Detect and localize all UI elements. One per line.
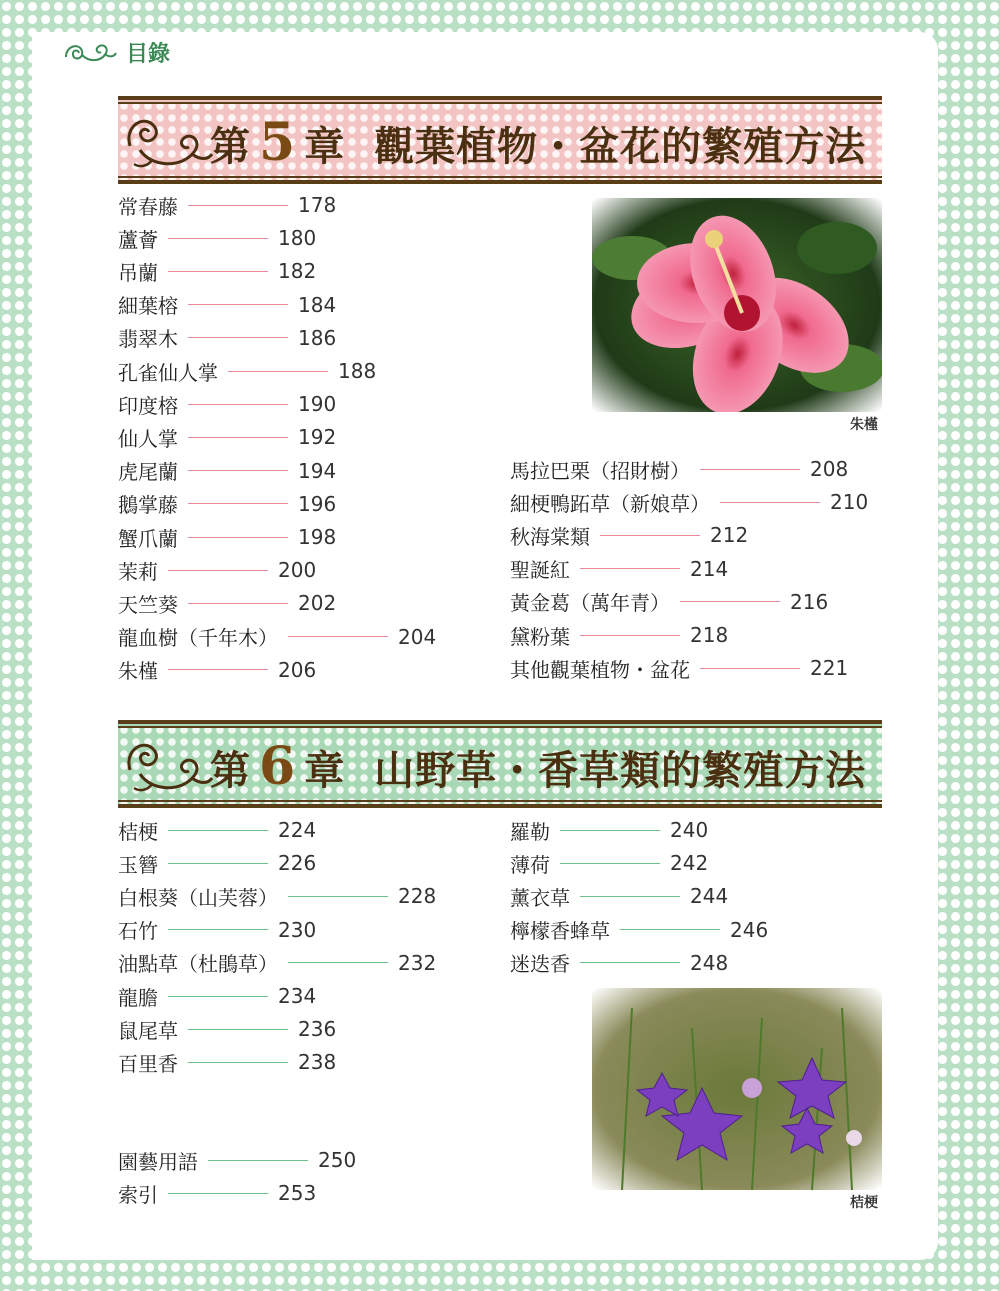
chapter6-number: 6: [259, 736, 297, 797]
leader-line: [188, 503, 288, 504]
toc-entry[interactable]: [118, 556, 316, 584]
leader-line: [168, 996, 268, 997]
toc-entry[interactable]: [118, 623, 436, 651]
toc-entry[interactable]: [118, 423, 336, 451]
chapter5-prefix: 第: [210, 123, 251, 170]
toc-entry-page: 230: [278, 917, 317, 942]
toc-entry[interactable]: [510, 488, 868, 516]
toc-entry-page: 221: [810, 656, 849, 681]
toc-entry-page: 224: [278, 818, 317, 842]
toc-entry-name: 細梗鴨跖草（新娘草）: [510, 491, 710, 516]
toc-entry[interactable]: [118, 656, 316, 684]
toc-entry-name: 其他觀葉植物・盆花: [510, 657, 690, 682]
toc-entry[interactable]: [118, 982, 316, 1010]
toc-entry-page: 208: [810, 457, 849, 481]
toc-entry-name: 天竺葵: [118, 592, 178, 617]
chapter6-prefix: 第: [210, 747, 251, 794]
chapter5-title-text: 觀葉植物・盆花的繁殖方法: [374, 123, 867, 170]
toc-entry-name: 鵝掌藤: [118, 493, 178, 518]
toc-entry-name: 蟹爪蘭: [118, 526, 178, 551]
toc-entry-page: 198: [298, 525, 337, 549]
leader-line: [680, 601, 780, 602]
toc-entry-name: 細葉榕: [118, 294, 178, 319]
toc-entry[interactable]: [510, 588, 828, 616]
toc-entry-name: 朱槿: [118, 659, 158, 684]
leader-line: [188, 404, 288, 405]
toc-header: [62, 32, 170, 72]
toc-entry-name: 迷迭香: [510, 952, 570, 977]
hibiscus-caption: 朱槿: [850, 417, 878, 433]
toc-entry-page: 236: [298, 1017, 337, 1042]
leader-line: [580, 568, 680, 569]
chapter6-title: [210, 736, 866, 797]
toc-entry-name: 秋海棠類: [510, 524, 590, 549]
toc-entry[interactable]: [510, 654, 848, 682]
toc-entry-name: 石竹: [118, 919, 158, 944]
leader-line: [188, 603, 288, 604]
toc-entry-name: 蘆薈: [118, 227, 158, 252]
leader-line: [580, 635, 680, 636]
toc-entry-page: 242: [670, 851, 709, 876]
toc-entry[interactable]: [118, 224, 316, 252]
leader-line: [580, 962, 680, 963]
toc-entry-page: 206: [278, 657, 317, 682]
leader-line: [560, 863, 660, 864]
toc-entry-page: 250: [318, 1148, 357, 1172]
toc-entry[interactable]: [118, 257, 316, 285]
toc-entry[interactable]: [118, 882, 436, 910]
chapter5-title: [210, 112, 866, 173]
swirl-ornament-icon: [62, 37, 118, 67]
leader-line: [168, 1193, 268, 1194]
leader-line: [620, 929, 720, 930]
toc-entry-page: 240: [670, 818, 709, 842]
leader-line: [188, 537, 288, 538]
toc-entry[interactable]: [118, 849, 316, 877]
toc-entry-name: 桔梗: [118, 819, 158, 844]
leader-line: [168, 929, 268, 930]
toc-entry-name: 印度榕: [118, 393, 178, 418]
leader-line: [188, 205, 288, 206]
toc-entry[interactable]: [510, 621, 728, 649]
toc-entry[interactable]: [118, 324, 336, 352]
toc-entry[interactable]: [118, 1179, 316, 1207]
toc-entry-name: 鼠尾草: [118, 1018, 178, 1043]
toc-entry-name: 百里香: [118, 1051, 178, 1076]
toc-entry-name: 翡翠木: [118, 327, 178, 352]
toc-entry-page: 196: [298, 491, 337, 516]
toc-entry-page: 253: [278, 1181, 317, 1206]
toc-entry[interactable]: [118, 916, 316, 944]
toc-entry[interactable]: [118, 390, 336, 418]
toc-entry-name: 薄荷: [510, 852, 550, 877]
toc-entry[interactable]: [510, 916, 768, 944]
leader-line: [228, 371, 328, 372]
toc-entry-name: 仙人掌: [118, 426, 178, 451]
toc-entry[interactable]: [118, 291, 336, 319]
toc-entry-page: 186: [298, 325, 337, 350]
toc-entry[interactable]: [118, 490, 336, 518]
toc-entry[interactable]: [118, 1048, 336, 1076]
toc-entry-name: 玉簪: [118, 852, 158, 877]
toc-entry[interactable]: [510, 521, 748, 549]
toc-entry[interactable]: [118, 1146, 356, 1174]
toc-entry[interactable]: [118, 457, 336, 485]
leader-line: [288, 896, 388, 897]
toc-entry-page: 244: [690, 884, 729, 909]
toc-entry-name: 龍膽: [118, 985, 158, 1010]
scroll-ornament-icon: [122, 106, 214, 176]
toc-entry-page: 248: [690, 950, 729, 975]
leader-line: [188, 470, 288, 471]
toc-entry-page: 212: [710, 523, 749, 548]
chapter6-title-text: 山野草・香草類的繁殖方法: [374, 747, 867, 794]
toc-entry-name: 索引: [118, 1182, 158, 1207]
toc-entry-name: 茉莉: [118, 559, 158, 584]
toc-entry-page: 214: [690, 556, 729, 581]
toc-entry-name: 吊蘭: [118, 260, 158, 285]
toc-entry-page: 184: [298, 292, 337, 317]
toc-entry-page: 204: [398, 624, 437, 649]
toc-entry[interactable]: [118, 357, 376, 385]
toc-entry-name: 檸檬香蜂草: [510, 919, 610, 944]
toc-entry-page: 178: [298, 193, 337, 217]
leader-line: [700, 469, 800, 470]
toc-entry-name: 孔雀仙人掌: [118, 360, 218, 385]
leader-line: [168, 570, 268, 571]
chapter6-suffix: 章: [304, 747, 346, 794]
toc-entry-name: 羅勒: [510, 819, 550, 844]
toc-entry-page: 190: [298, 392, 337, 417]
toc-entry-page: 216: [790, 589, 829, 614]
leader-line: [560, 830, 660, 831]
toc-entry-name: 油點草（杜鵑草）: [118, 952, 278, 977]
leader-line: [168, 669, 268, 670]
toc-entry-page: 228: [398, 884, 437, 909]
toc-entry-page: 238: [298, 1050, 337, 1075]
toc-entry-name: 聖誕紅: [510, 558, 570, 583]
leader-line: [600, 535, 700, 536]
toc-entry-name: 薰衣草: [510, 885, 570, 910]
toc-entry-name: 黃金葛（萬年青）: [510, 591, 670, 616]
leader-line: [700, 668, 800, 669]
toc-entry[interactable]: [510, 849, 708, 877]
toc-entry-page: 188: [338, 359, 377, 383]
toc-entry-page: 246: [730, 917, 769, 942]
toc-entry-page: 202: [298, 591, 337, 616]
leader-line: [168, 863, 268, 864]
leader-line: [288, 962, 388, 963]
leader-line: [188, 437, 288, 438]
leader-line: [188, 304, 288, 305]
toc-entry-page: 232: [398, 950, 437, 975]
chapter6-banner: [118, 720, 882, 808]
leader-line: [288, 636, 388, 637]
bellflower-caption: 桔梗: [850, 1195, 878, 1211]
leader-line: [168, 271, 268, 272]
leader-line: [168, 238, 268, 239]
leader-line: [188, 1029, 288, 1030]
leader-line: [188, 337, 288, 338]
toc-entry[interactable]: [118, 523, 336, 551]
leader-line: [580, 896, 680, 897]
toc-entry[interactable]: [118, 191, 336, 219]
toc-entry-name: 馬拉巴栗（招財樹）: [510, 458, 690, 483]
toc-entry-name: 虎尾蘭: [118, 460, 178, 485]
toc-entry[interactable]: [118, 816, 316, 844]
toc-entry[interactable]: [118, 589, 336, 617]
toc-entry-name: 園藝用語: [118, 1149, 198, 1174]
toc-entry-page: 192: [298, 425, 337, 450]
toc-entry-page: 218: [690, 623, 729, 647]
toc-entry-page: 194: [298, 458, 337, 483]
toc-entry-name: 常春藤: [118, 194, 178, 219]
chapter5-suffix: 章: [304, 123, 346, 170]
hibiscus-photo: [592, 198, 882, 412]
leader-line: [168, 830, 268, 831]
toc-entry-page: 182: [278, 259, 317, 284]
toc-entry[interactable]: [510, 555, 728, 583]
bellflower-photo: [592, 988, 882, 1190]
toc-entry-page: 210: [830, 490, 869, 515]
toc-entry-name: 龍血樹（千年木）: [118, 626, 278, 651]
toc-entry[interactable]: [118, 1015, 336, 1043]
toc-entry-page: 226: [278, 851, 317, 876]
chapter5-banner: [118, 96, 882, 184]
page-title: 目錄: [126, 40, 171, 67]
leader-line: [188, 1062, 288, 1063]
toc-entry[interactable]: [510, 816, 708, 844]
toc-entry-name: 白根葵（山芙蓉）: [118, 885, 278, 910]
toc-entry[interactable]: [510, 455, 848, 483]
toc-entry[interactable]: [510, 882, 728, 910]
leader-line: [208, 1160, 308, 1161]
scroll-ornament-icon: [122, 730, 214, 800]
toc-entry-page: 200: [278, 558, 317, 583]
leader-line: [720, 502, 820, 503]
toc-entry-name: 黛粉葉: [510, 624, 570, 649]
toc-entry[interactable]: [510, 949, 728, 977]
toc-entry[interactable]: [118, 949, 436, 977]
chapter5-number: 5: [259, 112, 297, 173]
toc-entry-page: 234: [278, 984, 317, 1008]
toc-entry-page: 180: [278, 226, 317, 251]
